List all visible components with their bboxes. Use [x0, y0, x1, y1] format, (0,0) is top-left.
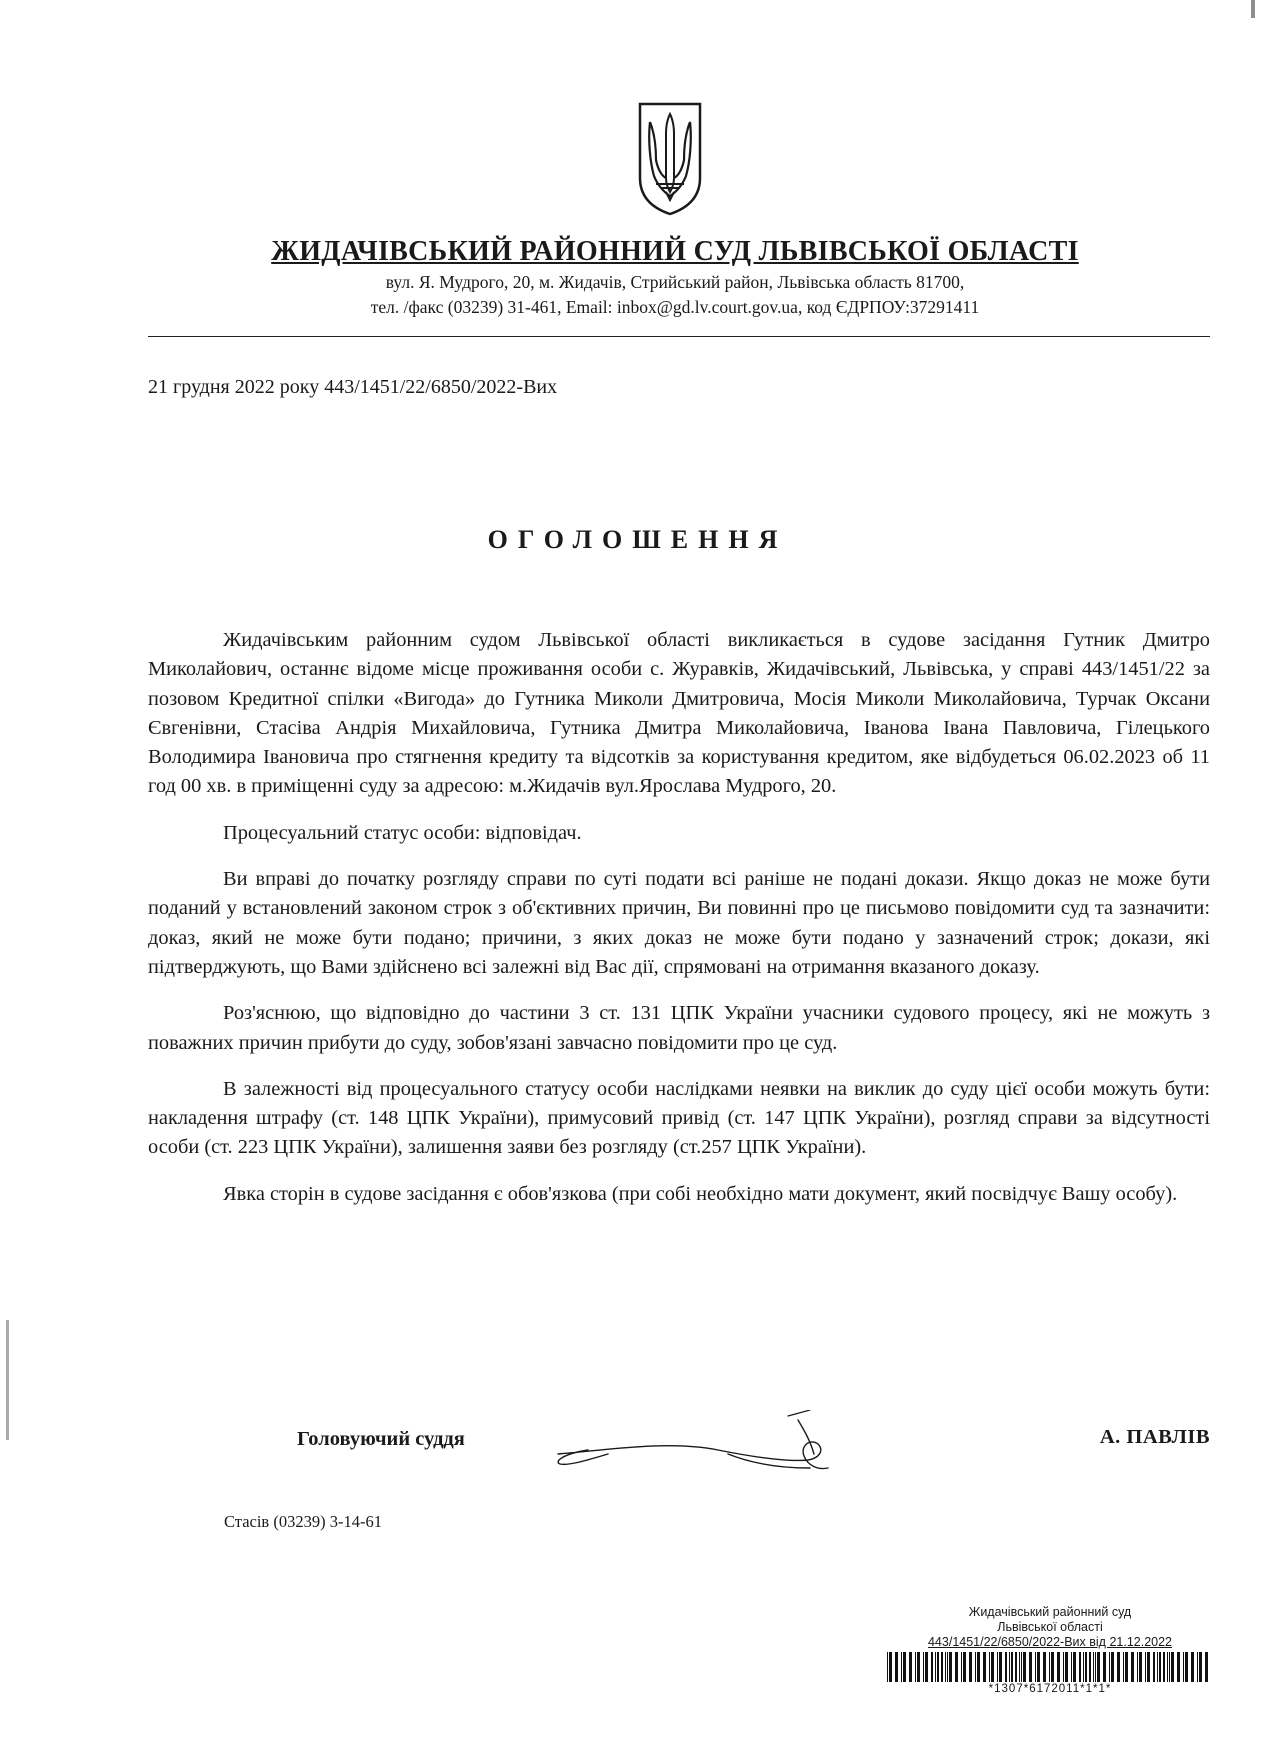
barcode-bar: [961, 1652, 962, 1682]
handwritten-signature: [548, 1410, 848, 1480]
scan-artifact: [6, 1320, 9, 1440]
barcode-bar: [901, 1652, 902, 1682]
barcode-bar: [999, 1652, 1002, 1682]
barcode-bar: [1131, 1652, 1134, 1682]
barcode-bar: [941, 1652, 943, 1682]
barcode-bar: [1037, 1652, 1040, 1682]
barcode-bar: [1157, 1652, 1158, 1682]
barcode-bar: [889, 1652, 892, 1682]
body-paragraph: Жидачівським районним судом Львівської області викликається в судове засідання Гутник Дмитро Миколайович, останнє відоме місце проживання особи с. Журавків, Жидачівський, Львівська, у справі 443/1451/22 за позовом Кредитної спілки «Вигода» до Гутника Миколи Дмитровича, Мосія Миколи Миколайовича, Турчак Оксани Євгенівни, Стасіва Андрія Михайловича, Гутника Дмитра Миколайовича, Іванова Івана Павловича, Гілецького Володимира Івановича про стягнення кредиту та відсотків за користування кредитом, яке відбудеться 06.02.2023 об 11 год 00 хв. в приміщенні суду за адресою: м.Жидачів вул.Ярослава Мудрого, 20.: [148, 629, 1210, 798]
signatory-role: Головуючий суддя: [297, 1428, 465, 1450]
barcode-bar: [923, 1652, 924, 1682]
executor-contact: Стасів (03239) 3-14-61: [224, 1512, 382, 1531]
barcode-bar: [1111, 1652, 1114, 1682]
barcode-bar: [1117, 1652, 1120, 1682]
scan-artifact: [1251, 0, 1255, 18]
body-paragraph: Процесуальний статус особи: відповідач.: [223, 821, 582, 844]
barcode-bar: [1009, 1652, 1010, 1682]
barcode-bar: [975, 1652, 976, 1682]
coat-of-arms-icon: [636, 100, 704, 218]
barcode-bar: [1145, 1652, 1146, 1682]
barcode-bar: [1019, 1652, 1020, 1682]
barcode-bar: [1199, 1652, 1202, 1682]
court-name: ЖИДАЧІВСЬКИЙ РАЙОННИЙ СУД ЛЬВІВСЬКОЇ ОБЛАСТІ: [271, 236, 1079, 267]
barcode-bar: [1159, 1652, 1161, 1682]
barcode-bar: [949, 1652, 952, 1682]
barcode-bar: [937, 1652, 939, 1682]
barcode-bar: [1063, 1652, 1064, 1682]
barcode-bar: [945, 1652, 946, 1682]
barcode-bar: [963, 1652, 966, 1682]
barcode-bar: [983, 1652, 986, 1682]
barcode-bar: [1191, 1652, 1194, 1682]
barcode-bar: [915, 1652, 916, 1682]
barcode-bar: [989, 1652, 990, 1682]
barcode-bar: [969, 1652, 972, 1682]
barcode-bar: [1035, 1652, 1036, 1682]
barcode-bar: [925, 1652, 928, 1682]
signatory-name: А. ПАВЛІВ: [1099, 1426, 1210, 1448]
document-title: ОГОЛОШЕННЯ: [487, 525, 788, 554]
barcode-bar: [1137, 1652, 1138, 1682]
barcode-bar: [991, 1652, 994, 1682]
barcode-bar: [1021, 1652, 1022, 1682]
header-divider: [148, 336, 1210, 337]
barcode-bar: [1065, 1652, 1068, 1682]
barcode-bar: [1073, 1652, 1076, 1682]
court-contacts: тел. /факс (03239) 31-461, Email: inbox@gd.lv.court.gov.ua, код ЄДРПОУ:37291411: [370, 297, 980, 317]
barcode-bar: [895, 1652, 898, 1682]
barcode-bar: [903, 1652, 906, 1682]
barcode-bar: [1011, 1652, 1013, 1682]
stamp-region: Львівської області: [997, 1620, 1103, 1634]
body-paragraph: В залежності від процесуального статусу особи наслідками неявки на виклик до суду цієї особи можуть бути: накладення штрафу (ст. 148 ЦПК України), примусовий привід (ст. 147 ЦПК України), розгляд справи за відсутності особи (ст. 223 ЦПК України), залишення заяви без розгляду (ст.257 ЦПК України).: [148, 1077, 1210, 1159]
barcode-number: *1307*6172011*1*1*: [988, 1683, 1112, 1695]
barcode-bar: [1023, 1652, 1026, 1682]
barcode-bar: [1205, 1652, 1208, 1682]
barcode-bar: [1089, 1652, 1091, 1682]
barcode-bar: [1043, 1652, 1046, 1682]
barcode-bar: [1079, 1652, 1081, 1682]
barcode-bar: [1197, 1652, 1198, 1682]
body-paragraph: Роз'яснюю, що відповідно до частини 3 ст. 131 ЦПК України учасники судового процесу, які не можуть з поважних причин прибути до суду, зобов'язані завчасно повідомити про це суд.: [148, 1002, 1210, 1054]
barcode-bar: [997, 1652, 998, 1682]
signature-block: [148, 1420, 1210, 1480]
outgoing-number: 21 грудня 2022 року 443/1451/22/6850/2022-Вих: [148, 376, 558, 398]
barcode-bar: [1071, 1652, 1072, 1682]
barcode-bar: [917, 1652, 920, 1682]
stamp-registration-number: 443/1451/22/6850/2022-Вих від 21.12.2022: [927, 1635, 1173, 1649]
body-paragraph: Ви вправі до початку розгляду справи по суті подати всі раніше не подані докази. Якщо доказ не може бути поданий у встановлений законом строк з об'єктивних причин, Ви повинні про це письмово повідомити суд та зазначити: доказ, який не може бути подано; причини, з яких доказ не може бути подано у зазначений строк; докази, які підтверджують, що Вами здійснено всі залежні від Вас дії, спрямовані на отримання вказаного доказу.: [148, 868, 1210, 978]
barcode-bar: [1029, 1652, 1032, 1682]
barcode-bar: [1049, 1652, 1050, 1682]
barcode-bar: [1125, 1652, 1128, 1682]
barcode-bar: [1097, 1652, 1100, 1682]
barcode-bar: [947, 1652, 948, 1682]
barcode-bar: [931, 1652, 933, 1682]
stamp-court-name: Жидачівський районний суд: [968, 1605, 1132, 1619]
barcode-bar: [1153, 1652, 1155, 1682]
barcode-bar: [1083, 1652, 1084, 1682]
barcode-bar: [1057, 1652, 1060, 1682]
barcode-bar: [1095, 1652, 1096, 1682]
barcode-bar: [955, 1652, 958, 1682]
barcode-bar: [1085, 1652, 1087, 1682]
barcode-bar: [1005, 1652, 1007, 1682]
barcode-bar: [1139, 1652, 1142, 1682]
barcode-bar: [909, 1652, 912, 1682]
barcode-bar: [1103, 1652, 1106, 1682]
barcode-bar: [1177, 1652, 1180, 1682]
barcode-bar: [1109, 1652, 1110, 1682]
barcode-bar: [1163, 1652, 1165, 1682]
barcode-bar: [1183, 1652, 1184, 1682]
registration-stamp: [880, 1605, 1220, 1697]
barcode-bar: [1051, 1652, 1054, 1682]
barcode-bar: [1167, 1652, 1168, 1682]
barcode-bar: [1093, 1652, 1094, 1682]
barcode-bar: [1015, 1652, 1017, 1682]
document-body: [148, 626, 1210, 1226]
body-paragraph: Явка сторін в судове засідання є обов'язкова (при собі необхідно мати документ, який посвідчує Вашу особу).: [223, 1182, 1178, 1205]
barcode-bar: [1169, 1652, 1170, 1682]
barcode-bar: [977, 1652, 980, 1682]
barcode-bar: [1185, 1652, 1188, 1682]
barcode-bar: [1147, 1652, 1150, 1682]
court-address: вул. Я. Мудрого, 20, м. Жидачів, Стрийський район, Львівська область 81700,: [385, 272, 965, 292]
barcode: [885, 1652, 1215, 1682]
barcode-bar: [935, 1652, 936, 1682]
barcode-bar: [887, 1652, 888, 1682]
barcode-bar: [1171, 1652, 1174, 1682]
barcode-bar: [1123, 1652, 1124, 1682]
